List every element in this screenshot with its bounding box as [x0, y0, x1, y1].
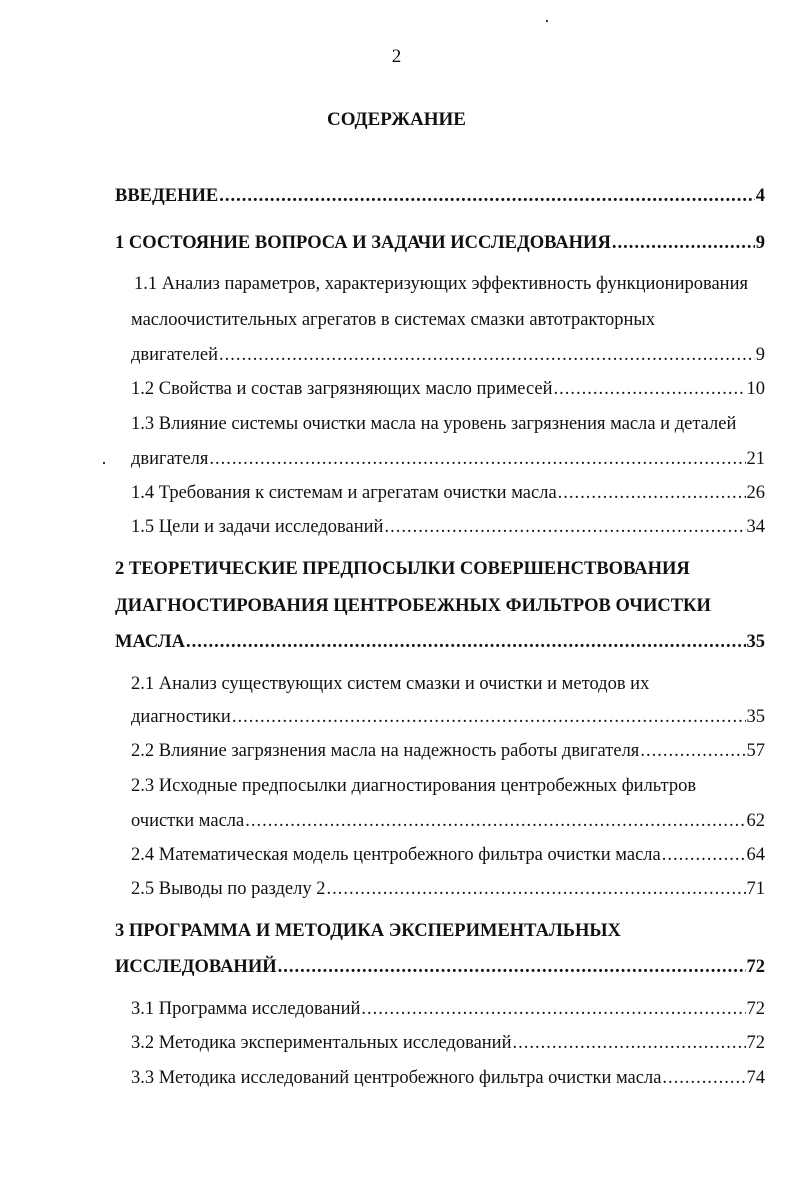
toc-entry-2-5 [131, 877, 765, 901]
toc-label: двигателя [131, 449, 209, 469]
toc-entry-1-1-line-1: 1.1 Анализ параметров, характеризующих эффективность функционирования [134, 274, 748, 294]
toc-entry-1-1 [131, 343, 765, 367]
toc-page: 9 [755, 233, 765, 253]
toc-entry-chapter-2 [115, 630, 765, 654]
toc-label: двигателей [131, 345, 219, 365]
toc-entry-1-3-line-1: 1.3 Влияние системы очистки масла на уровень загрязнения масла и деталей [131, 414, 737, 434]
toc-label: ВВЕДЕНИЕ [115, 186, 219, 206]
toc-entry-1-4 [131, 481, 765, 505]
leader-dots [232, 705, 746, 729]
leader-dots [209, 447, 745, 471]
toc-page: 57 [746, 741, 765, 761]
toc-entry-chapter-1 [115, 231, 765, 255]
toc-entry-1-2 [131, 377, 765, 401]
toc-entry-2-4 [131, 843, 765, 867]
toc-label: 3.1 Программа исследований [131, 999, 361, 1019]
toc-entry-2-2 [131, 739, 765, 763]
toc-page: 74 [746, 1068, 765, 1088]
toc-entry-3-2 [131, 1031, 765, 1055]
toc-page: 35 [746, 632, 765, 652]
toc-page: 64 [746, 845, 765, 865]
scan-speck [546, 20, 548, 22]
scan-speck [103, 462, 105, 464]
toc-page: 62 [746, 811, 765, 831]
toc-entry-3-1 [131, 997, 765, 1021]
leader-dots [554, 377, 746, 401]
leader-dots [612, 231, 755, 255]
toc-label: 3.3 Методика исследований центробежного фильтра очистки масла [131, 1068, 662, 1088]
toc-entry-1-5 [131, 515, 765, 539]
leader-dots [558, 481, 746, 505]
toc-entry-2-1-line-1: 2.1 Анализ существующих систем смазки и очистки и методов их [131, 674, 650, 694]
toc-page: 26 [746, 483, 765, 503]
page-number: 2 [391, 46, 402, 67]
toc-entry-chapter-2-line-1: 2 ТЕОРЕТИЧЕСКИЕ ПРЕДПОСЫЛКИ СОВЕРШЕНСТВОВАНИЯ [115, 559, 690, 579]
leader-dots [186, 630, 746, 654]
toc-entry-1-3 [131, 447, 765, 471]
toc-page: 34 [746, 517, 765, 537]
leader-dots [662, 1066, 745, 1090]
toc-label: 1 СОСТОЯНИЕ ВОПРОСА И ЗАДАЧИ ИССЛЕДОВАНИЯ [115, 233, 611, 253]
toc-entry-chapter-2-line-2: ДИАГНОСТИРОВАНИЯ ЦЕНТРОБЕЖНЫХ ФИЛЬТРОВ ОЧИСТКИ [115, 596, 711, 616]
toc-label: диагностики [131, 707, 231, 727]
leader-dots [327, 877, 746, 901]
toc-entry-1-1-line-2: маслоочистительных агрегатов в системах смазки автотракторных [131, 310, 656, 330]
toc-label: 1.5 Цели и задачи исследований [131, 517, 384, 537]
toc-page: 35 [746, 707, 765, 727]
toc-label: 2.4 Математическая модель центробежного фильтра очистки масла [131, 845, 661, 865]
toc-entry-chapter-3-line-1: 3 ПРОГРАММА И МЕТОДИКА ЭКСПЕРИМЕНТАЛЬНЫХ [115, 921, 621, 941]
leader-dots [219, 184, 755, 208]
leader-dots [361, 997, 745, 1021]
toc-page: 72 [746, 999, 765, 1019]
leader-dots [662, 843, 746, 867]
toc-page: 71 [746, 879, 765, 899]
toc-page: 72 [746, 957, 765, 977]
toc-page: 9 [755, 345, 765, 365]
toc-page: 21 [746, 449, 765, 469]
toc-label: очистки масла [131, 811, 245, 831]
toc-entry-chapter-3 [115, 955, 765, 979]
toc-page: 72 [746, 1033, 765, 1053]
toc-entry-intro [115, 184, 765, 208]
toc-page: 4 [755, 186, 765, 206]
toc-entry-2-3-line-1: 2.3 Исходные предпосылки диагностирования центробежных фильтров [131, 776, 697, 796]
toc-label: МАСЛА [115, 632, 185, 652]
toc-entry-2-1 [131, 705, 765, 729]
leader-dots [384, 515, 745, 539]
leader-dots [245, 809, 745, 833]
leader-dots [640, 739, 745, 763]
toc-label: 1.2 Свойства и состав загрязняющих масло примесей [131, 379, 553, 399]
toc-page: 10 [746, 379, 765, 399]
toc-label: 3.2 Методика экспериментальных исследований [131, 1033, 512, 1053]
toc-label: ИССЛЕДОВАНИЙ [115, 957, 277, 977]
toc-entry-2-3 [131, 809, 765, 833]
toc-label: 2.2 Влияние загрязнения масла на надежность работы двигателя [131, 741, 640, 761]
leader-dots [513, 1031, 746, 1055]
toc-entry-3-3 [131, 1066, 765, 1090]
toc-label: 2.5 Выводы по разделу 2 [131, 879, 326, 899]
toc-label: 1.4 Требования к системам и агрегатам очистки масла [131, 483, 557, 503]
toc-heading: СОДЕРЖАНИЕ [327, 109, 466, 130]
leader-dots [219, 343, 755, 367]
leader-dots [278, 955, 746, 979]
